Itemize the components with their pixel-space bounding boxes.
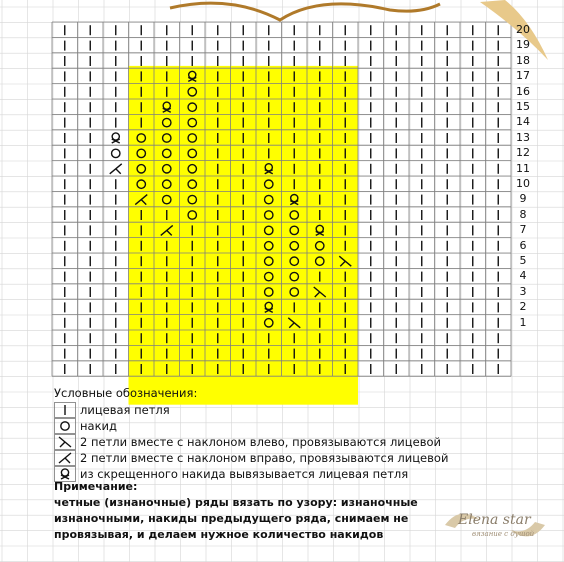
legend-symbol-icon (54, 450, 76, 466)
legend-text: 2 петли вместе с наклоном вправо, провязываются лицевой (80, 451, 449, 465)
legend-text: из скрещенного накида вывязывается лицевая петля (80, 467, 409, 481)
row-number: 15 (516, 100, 530, 113)
note-line-2: изнаночными, накиды предыдущего ряда, снимаем не (54, 512, 409, 525)
legend-symbol-icon (54, 402, 76, 418)
legend-symbol-icon (54, 418, 76, 434)
row-number: 2 (519, 300, 527, 314)
note-title: Примечание: (54, 480, 138, 493)
legend-text: лицевая петля (80, 403, 170, 417)
row-number: 10 (516, 177, 530, 190)
stitch-symbol (112, 149, 120, 157)
row-number: 8 (519, 207, 527, 221)
note-line-1: четные (изнаночные) ряды вязать по узору: изнаночные (54, 496, 418, 509)
stitch-symbol (110, 164, 122, 174)
row-number: 17 (516, 69, 530, 83)
legend-title: Условные обозначения: (54, 386, 198, 400)
row-number: 5 (519, 254, 527, 267)
watermark-name: Elena star (458, 512, 531, 528)
legend-symbol-icon (54, 434, 76, 450)
row-number: 13 (516, 130, 530, 144)
row-number: 12 (516, 146, 530, 160)
legend-text: накид (80, 419, 117, 433)
row-number: 19 (516, 38, 530, 52)
row-number: 16 (516, 84, 530, 98)
ornament-swirl (170, 3, 440, 20)
note-line-3: провязывая, и делаем нужное количество накидов (54, 528, 384, 541)
stitch-symbol (112, 133, 120, 143)
row-number: 6 (519, 238, 527, 252)
row-number: 3 (519, 284, 527, 298)
row-number: 4 (519, 269, 527, 283)
row-number: 20 (516, 23, 530, 36)
watermark-tagline: вязание с душой (472, 530, 535, 538)
row-number: 18 (516, 53, 530, 67)
row-number: 7 (519, 223, 527, 237)
row-number: 9 (519, 192, 527, 206)
row-number: 1 (519, 315, 527, 329)
row-number: 14 (516, 115, 530, 129)
legend-text: 2 петли вместе с наклоном влево, провязываются лицевой (80, 435, 441, 449)
row-number: 11 (516, 161, 530, 175)
